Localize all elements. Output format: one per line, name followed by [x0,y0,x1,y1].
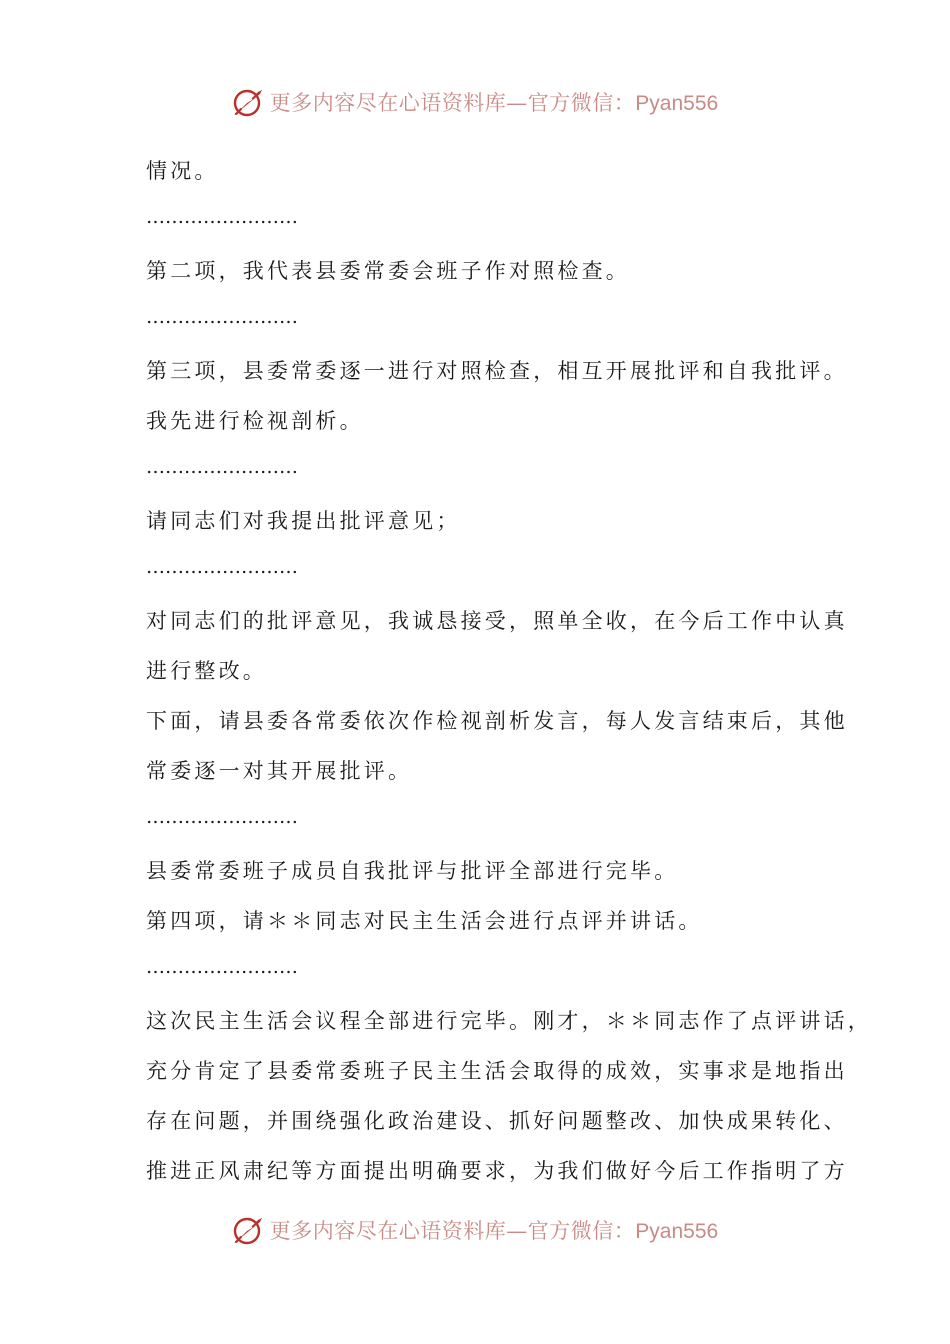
text-line: 下面，请县委各常委依次作检视剖析发言，每人发言结束后，其他 [146,709,848,733]
header-banner [0,82,950,122]
ellipsis-line: …………………… [146,806,298,828]
document-body [146,146,872,1196]
ellipsis-line: …………………… [146,206,298,228]
footer-banner [0,1210,950,1250]
text-line: 第四项，请＊＊同志对民主生活会进行点评并讲话。 [146,909,703,933]
pen-logo-icon [232,85,266,119]
banner-text [270,87,718,117]
pen-logo-icon [232,1213,266,1247]
ellipsis-line: …………………… [146,456,298,478]
text-line: 第三项，县委常委逐一进行对照检查，相互开展批评和自我批评。 [146,359,848,383]
banner-wechat-id: Pyan556 [635,1220,719,1243]
text-line: 第二项，我代表县委常委会班子作对照检查。 [146,259,630,283]
text-line: 情况。 [146,159,219,183]
banner-label: 更多内容尽在心语资料库—官方微信： [269,1219,636,1243]
text-line: 请同志们对我提出批评意见； [146,509,461,533]
text-line: 这次民主生活会议程全部进行完毕。刚才，＊＊同志作了点评讲话， [146,1009,872,1033]
ellipsis-line: …………………… [146,306,298,328]
banner-label: 更多内容尽在心语资料库—官方微信： [269,91,636,115]
text-line: 存在问题，并围绕强化政治建设、抓好问题整改、加快成果转化、 [146,1109,848,1133]
text-line: 县委常委班子成员自我批评与批评全部进行完毕。 [146,859,679,883]
text-line: 对同志们的批评意见，我诚恳接受，照单全收，在今后工作中认真 [146,609,848,633]
banner-text [270,1215,718,1245]
ellipsis-line: …………………… [146,556,298,578]
ellipsis-line: …………………… [146,956,298,978]
text-line: 我先进行检视剖析。 [146,409,364,433]
banner-wechat-id: Pyan556 [635,92,719,115]
text-line: 进行整改。 [146,659,267,683]
text-line: 推进正风肃纪等方面提出明确要求，为我们做好今后工作指明了方 [146,1159,848,1183]
text-line: 充分肯定了县委常委班子民主生活会取得的成效，实事求是地指出 [146,1059,848,1083]
text-line: 常委逐一对其开展批评。 [146,759,413,783]
